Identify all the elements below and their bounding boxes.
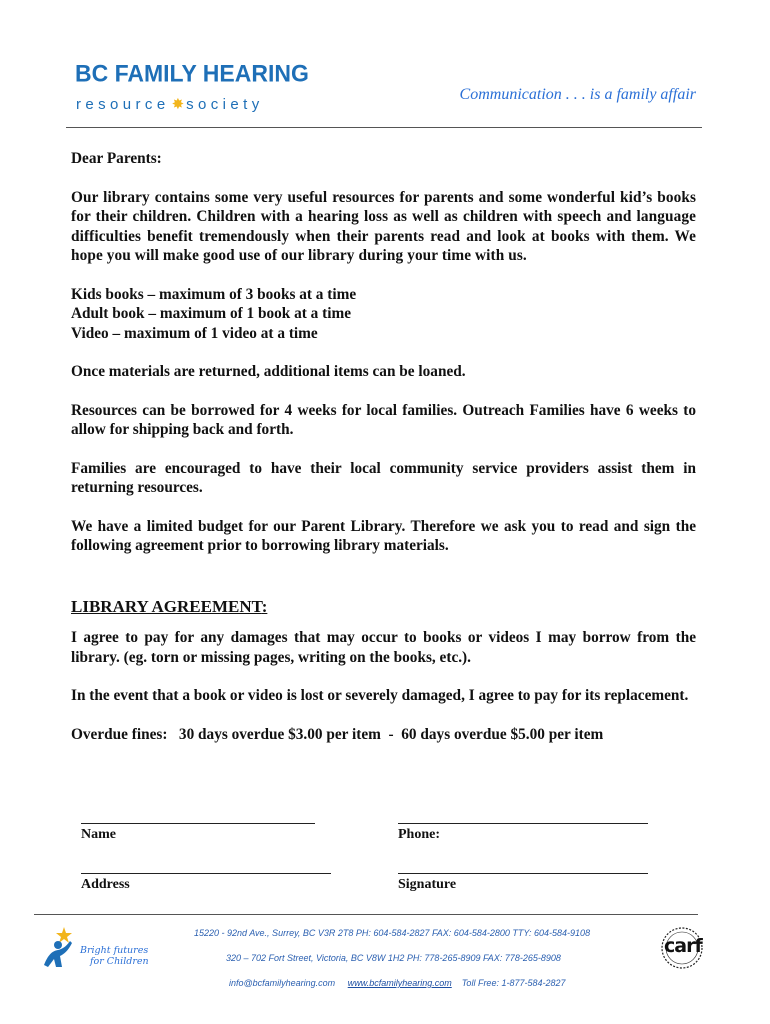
footer-victoria-address: 320 – 702 Fort Street, Victoria, BC V8W 1H2 PH: 778-265-8909 FAX: 778-265-8908 xyxy=(226,953,561,963)
agreement-heading-colon: : xyxy=(261,596,268,616)
bright-futures-line2: for Children xyxy=(90,956,149,967)
org-logo-subtitle xyxy=(76,95,264,113)
footer-divider xyxy=(34,914,698,915)
name-line[interactable] xyxy=(81,823,315,824)
address-line[interactable] xyxy=(81,873,331,874)
damages-paragraph: I agree to pay for any damages that may occur to books or videos I may borrow from the library. (eg. torn or missing pages, writing on the books, etc.). xyxy=(71,629,696,666)
logo-sub-right: society xyxy=(186,96,264,113)
agreement-heading-text: LIBRARY AGREEMENT xyxy=(71,596,262,616)
limit-adult: Adult book – maximum of 1 book at a time xyxy=(71,305,352,322)
carf-logo xyxy=(656,925,708,971)
returned-paragraph: Once materials are returned, additional items can be loaned. xyxy=(71,363,466,380)
agreement-heading xyxy=(71,597,696,617)
footer-email[interactable]: info@bcfamilyhearing.com xyxy=(229,978,336,988)
logo-sub-left: resource xyxy=(76,96,170,113)
phone-label: Phone: xyxy=(398,827,440,842)
tagline: Communication . . . is a family affair xyxy=(459,86,696,103)
limit-kids: Kids books – maximum of 3 books at a time xyxy=(71,285,357,303)
footer-website-link[interactable]: www.bcfamilyhearing.com xyxy=(347,978,452,988)
letter-body xyxy=(71,149,696,744)
footer-surrey-address: 15220 - 92nd Ave., Surrey, BC V3R 2T8 PH: 604-584-2827 FAX: 604-584-2800 TTY: 604-584-9108 xyxy=(194,928,591,938)
header-divider xyxy=(66,127,702,128)
address-label: Address xyxy=(81,877,130,892)
footer-tollfree: Toll Free: 1-877-584-2827 xyxy=(461,978,566,988)
bright-futures-logo xyxy=(40,925,150,970)
child-star-icon xyxy=(40,925,80,970)
budget-paragraph: We have a limited budget for our Parent Library. Therefore we ask you to read and sign the following agreement prior to borrowing library materials. xyxy=(71,517,696,554)
limit-video: Video – maximum of 1 video at a time xyxy=(71,324,318,342)
intro-paragraph: Our library contains some very useful resources for parents and some wonderful kid’s books for their children. Children with a hearing loss as well as children with speech and language difficulties benefit tremendously when their parents read and look at books with them. We hope you will make good use of our library during your time with us. xyxy=(71,188,696,264)
phone-line[interactable] xyxy=(398,823,648,824)
fines-paragraph: Overdue fines: 30 days overdue $3.00 per item - 60 days overdue $5.00 per item xyxy=(71,725,604,743)
borrow-period-paragraph: Resources can be borrowed for 4 weeks for local families. Outreach Families have 6 weeks to allow for shipping back and forth. xyxy=(71,401,696,438)
signature-line[interactable] xyxy=(398,873,648,874)
org-logo-title: BC FAMILY HEARING xyxy=(75,59,309,87)
salutation: Dear Parents: xyxy=(71,150,162,167)
carf-text: carf xyxy=(664,935,702,957)
bright-futures-line1: Bright futures xyxy=(80,945,149,956)
star-icon: ✸ xyxy=(171,96,185,113)
name-label: Name xyxy=(81,827,116,842)
lost-paragraph: In the event that a book or video is lost or severely damaged, I agree to pay for its replacement. xyxy=(71,687,689,704)
signature-label: Signature xyxy=(398,877,457,892)
footer-contact xyxy=(229,978,566,988)
providers-paragraph: Families are encouraged to have their local community service providers assist them in returning resources. xyxy=(71,459,696,496)
